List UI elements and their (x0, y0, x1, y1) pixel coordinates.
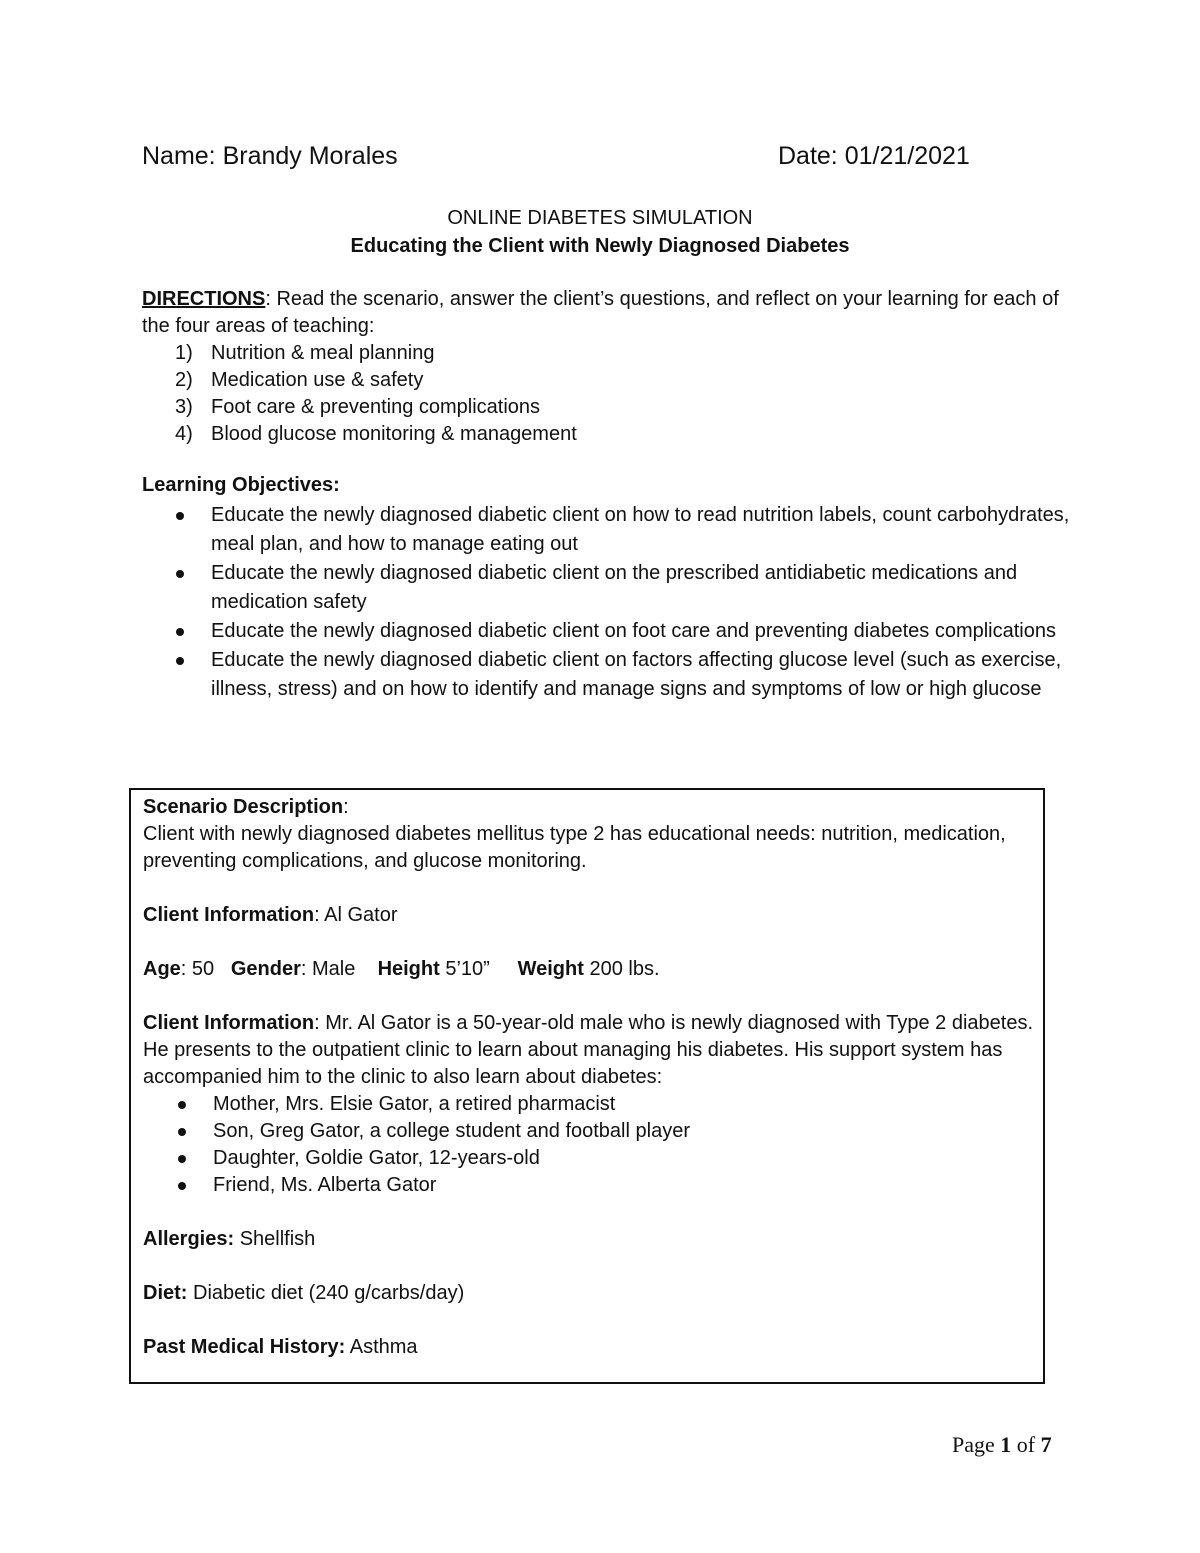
list-item (142, 340, 1062, 367)
teaching-areas-list (142, 340, 1062, 448)
scenario-box (129, 788, 1045, 1384)
document-title (0, 204, 1200, 260)
learning-objectives-section (142, 471, 1072, 704)
spacer (143, 983, 1038, 1010)
list-number: 4) (175, 423, 193, 445)
submission-date: Date: 01/21/2021 (778, 142, 970, 170)
list-item (142, 394, 1062, 421)
scenario-description-label: Scenario Description (143, 796, 344, 818)
bullet-icon (176, 657, 184, 665)
list-item (143, 1118, 1038, 1145)
allergies-line (143, 1226, 1038, 1253)
gender-value: : Male (300, 958, 356, 980)
age-label: Age (143, 958, 181, 980)
list-number: 3) (175, 396, 193, 418)
student-name: Name: Brandy Morales (142, 142, 398, 170)
objectives-list (142, 501, 1072, 704)
spacer (143, 875, 1038, 902)
list-item-text: Son, Greg Gator, a college student and football player (213, 1120, 690, 1142)
client-info-label: Client Information (143, 1012, 315, 1034)
page-total: 7 (1040, 1432, 1052, 1457)
list-number: 1) (175, 342, 193, 364)
medical-history-value: Asthma (345, 1336, 418, 1358)
list-item-text: Blood glucose monitoring & management (211, 423, 577, 445)
title-main: ONLINE DIABETES SIMULATION (447, 207, 753, 229)
list-item (142, 421, 1062, 448)
bullet-icon (178, 1155, 186, 1163)
spacer (143, 1307, 1038, 1334)
client-info-text: : Mr. Al Gator is a 50-year-old male who is newly diagnosed with Type 2 diabetes. He presents to the outpatient clinic to learn about managing his diabetes. His support system has accompanied him to the clinic to also learn about diabetes: (143, 1012, 1033, 1088)
height-value: 5’10” (439, 958, 490, 980)
list-item-text: Mother, Mrs. Elsie Gator, a retired pharmacist (213, 1093, 616, 1115)
list-item-text: Friend, Ms. Alberta Gator (213, 1174, 437, 1196)
list-item (142, 501, 1072, 559)
list-item-text: Foot care & preventing complications (211, 396, 541, 418)
list-item-text: Educate the newly diagnosed diabetic client on foot care and preventing diabetes complications (211, 620, 1056, 642)
directions-paragraph (142, 286, 1062, 340)
page-word: Page (952, 1432, 995, 1457)
list-item (143, 1172, 1038, 1199)
medical-history-label: Past Medical History: (143, 1336, 346, 1358)
bullet-icon (178, 1128, 186, 1136)
directions-text: : Read the scenario, answer the client’s questions, and reflect on your learning for each of the four areas of teaching: (142, 288, 1059, 337)
medical-history-line (143, 1334, 1038, 1361)
weight-value: 200 lbs. (583, 958, 660, 980)
spacer (143, 1199, 1038, 1226)
diet-value: Diabetic diet (240 g/carbs/day) (187, 1282, 465, 1304)
bullet-icon (176, 628, 184, 636)
demographics-line (143, 956, 1038, 983)
bullet-icon (176, 512, 184, 520)
spacer (143, 1253, 1038, 1280)
client-info-paragraph (143, 1010, 1038, 1091)
label-colon: : (343, 796, 349, 818)
bullet-icon (178, 1101, 186, 1109)
directions-label: DIRECTIONS (142, 288, 266, 310)
diet-label: Diet: (143, 1282, 188, 1304)
list-item-text: Daughter, Goldie Gator, 12-years-old (213, 1147, 540, 1169)
list-item (143, 1145, 1038, 1172)
client-name-line (143, 902, 1038, 929)
list-item (142, 367, 1062, 394)
weight-label: Weight (517, 958, 584, 980)
header-row (142, 142, 992, 176)
allergies-label: Allergies: (143, 1228, 235, 1250)
page-number: 1 (1000, 1432, 1012, 1457)
list-number: 2) (175, 369, 193, 391)
title-subtitle: Educating the Client with Newly Diagnosed Diabetes (350, 235, 850, 257)
bullet-icon (176, 570, 184, 578)
page-footer (952, 1432, 1052, 1458)
scenario-content (143, 794, 1038, 1361)
bullet-icon (178, 1182, 186, 1190)
spacer (143, 929, 1038, 956)
list-item-text: Medication use & safety (211, 369, 424, 391)
list-item (142, 646, 1072, 704)
of-word: of (1016, 1432, 1036, 1457)
directions-section (142, 286, 1062, 448)
client-info-label: Client Information (143, 904, 315, 926)
list-item (142, 559, 1072, 617)
gender-label: Gender (230, 958, 301, 980)
list-item (143, 1091, 1038, 1118)
height-label: Height (377, 958, 440, 980)
scenario-description-heading (143, 794, 1038, 821)
list-item (142, 617, 1072, 646)
age-value: : 50 (180, 958, 215, 980)
list-item-text: Nutrition & meal planning (211, 342, 435, 364)
list-item-text: Educate the newly diagnosed diabetic client on how to read nutrition labels, count carbohydrates, meal plan, and how to manage eating out (211, 504, 1070, 555)
scenario-description-text: Client with newly diagnosed diabetes mellitus type 2 has educational needs: nutrition, medication, preventing complications, and glucose monitoring. (143, 823, 1006, 872)
support-system-list (143, 1091, 1038, 1199)
list-item-text: Educate the newly diagnosed diabetic client on factors affecting glucose level (such as exercise, illness, stress) and on how to identify and manage signs and symptoms of low or high glucose (211, 649, 1062, 700)
allergies-value: Shellfish (234, 1228, 316, 1250)
objectives-heading: Learning Objectives: (142, 474, 340, 496)
client-name-value: : Al Gator (314, 904, 398, 926)
diet-line (143, 1280, 1038, 1307)
list-item-text: Educate the newly diagnosed diabetic client on the prescribed antidiabetic medications and medication safety (211, 562, 1018, 613)
